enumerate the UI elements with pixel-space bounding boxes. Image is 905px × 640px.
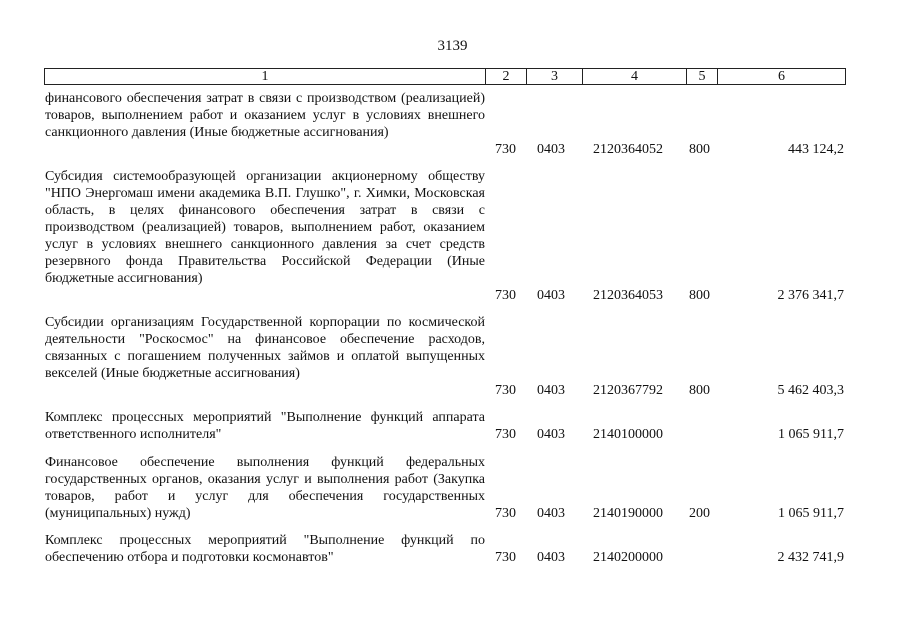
row-code-ministry: 730 (495, 288, 516, 303)
row-code-ministry: 730 (495, 142, 516, 157)
row-code-section: 0403 (537, 142, 565, 157)
row-description: Субсидия системообразующей организации акционерному обществу "НПО Энергомаш имени академика В.П. Глушко", г. Химки, Московская область, в целях финансового обеспечения затрат в связи с производством (реализацией) товаров, выполнением работ, оказанием услуг в условиях внешнего санкционного давления за счет средств резервного фонда Правительства Российской Федерации (Иные бюджетные ассигнования) (45, 169, 485, 286)
row-description: Финансовое обеспечение выполнения функций федеральных государственных органов, оказания услуг и выполнения работ (Закупка товаров, работ и услуг для обеспечения государственных (муниципальных) нужд) (45, 455, 485, 521)
row-code-section: 0403 (537, 550, 565, 565)
row-amount: 443 124,2 (788, 142, 844, 157)
header-col-1: 1 (45, 69, 486, 84)
table-row (0, 409, 905, 443)
row-code-expense-type: 800 (689, 142, 710, 157)
row-amount: 1 065 911,7 (778, 506, 844, 521)
table-row (0, 168, 905, 304)
table-row (0, 90, 905, 158)
row-code-target: 2120364052 (593, 142, 663, 157)
row-description: Комплекс процессных мероприятий "Выполнение функций аппарата ответственного исполнителя" (45, 410, 485, 442)
row-code-target: 2120367792 (593, 383, 663, 398)
header-col-5: 5 (687, 69, 718, 84)
header-col-2: 2 (486, 69, 527, 84)
row-code-section: 0403 (537, 288, 565, 303)
row-code-ministry: 730 (495, 427, 516, 442)
page-number: 3139 (437, 38, 468, 54)
table-row (0, 454, 905, 522)
row-description: финансового обеспечения затрат в связи с производством (реализацией) товаров, выполнением работ и оказанием услуг в условиях внешнего санкционного давления (Иные бюджетные ассигнования) (45, 91, 485, 140)
row-code-section: 0403 (537, 427, 565, 442)
row-amount: 1 065 911,7 (778, 427, 844, 442)
row-amount: 2 432 741,9 (777, 550, 844, 565)
row-code-ministry: 730 (495, 383, 516, 398)
row-code-section: 0403 (537, 506, 565, 521)
row-description: Комплекс процессных мероприятий "Выполнение функций по обеспечению отбора и подготовки космонавтов" (45, 533, 485, 565)
row-code-target: 2140190000 (593, 506, 663, 521)
row-code-target: 2140200000 (593, 550, 663, 565)
row-description: Субсидии организациям Государственной корпорации по космической деятельности "Роскосмос" на финансовое обеспечение расходов, связанных с погашением полученных займов и оплатой выпущенных векселей (Иные бюджетные ассигнования) (45, 315, 485, 381)
row-code-ministry: 730 (495, 506, 516, 521)
header-col-3: 3 (527, 69, 583, 84)
header-col-4: 4 (583, 69, 687, 84)
header-col-6: 6 (778, 69, 785, 84)
row-code-ministry: 730 (495, 550, 516, 565)
table-row (0, 314, 905, 399)
table-row (0, 532, 905, 566)
row-code-section: 0403 (537, 383, 565, 398)
row-code-expense-type: 200 (689, 506, 710, 521)
row-code-target: 2140100000 (593, 427, 663, 442)
table-header (44, 68, 846, 85)
row-code-target: 2120364053 (593, 288, 663, 303)
row-amount: 5 462 403,3 (777, 383, 844, 398)
row-amount: 2 376 341,7 (777, 288, 844, 303)
row-code-expense-type: 800 (689, 383, 710, 398)
row-code-expense-type: 800 (689, 288, 710, 303)
